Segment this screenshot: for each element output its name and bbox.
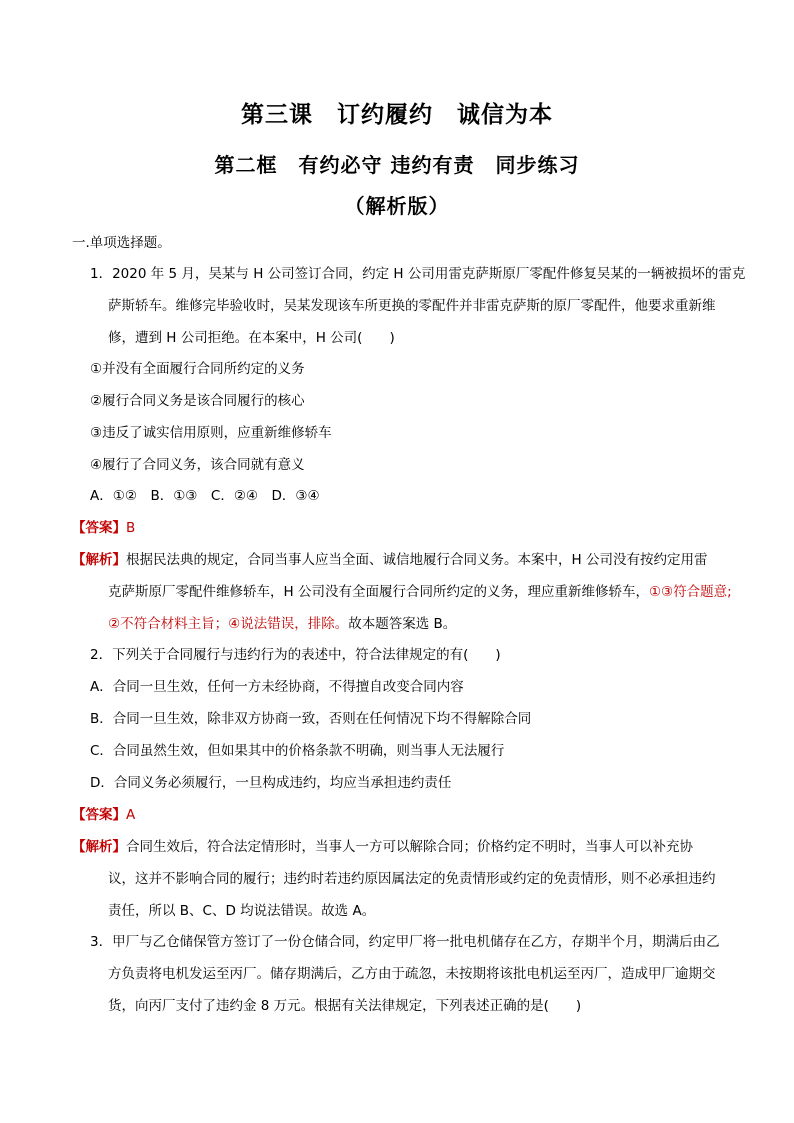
q2-option-c: C．合同虽然生效，但如果其中的价格条款不明确，则当事人无法履行 bbox=[90, 743, 505, 759]
analysis-label: 【解析】 bbox=[72, 839, 126, 855]
q1-analysis-line-2 bbox=[108, 582, 732, 602]
q1-option-4: ④履行了合同义务，该合同就有意义 bbox=[90, 457, 305, 473]
q2-stem: 2．下列关于合同履行与违约行为的表述中，符合法律规定的有( ) bbox=[90, 647, 501, 663]
q2-analysis-line-1 bbox=[72, 837, 693, 857]
q1-option-1: ①并没有全面履行合同所约定的义务 bbox=[90, 361, 305, 377]
q3-stem-line-1: 3．甲厂与乙仓储保管方签订了一份仓储合同，约定甲厂将一批电机储存在乙方，存期半个月，期满后由乙 bbox=[90, 934, 720, 950]
q2-answer bbox=[72, 805, 135, 825]
q3-stem-line-2: 方负责将电机发运至丙厂。储存期满后，乙方由于疏忽，未按期将该批电机运至丙厂，造成甲厂逾期交 bbox=[108, 966, 716, 982]
q1-answer bbox=[72, 518, 135, 538]
version-label: （解析版） bbox=[344, 194, 450, 218]
analysis-highlight: ①③符合题意; bbox=[648, 584, 732, 600]
analysis-text: 故本题答案选 B。 bbox=[348, 616, 457, 632]
answer-value: A bbox=[126, 807, 136, 823]
answer-value: B bbox=[126, 520, 136, 536]
q2-option-d: D．合同义务必须履行，一旦构成违约，均应当承担违约责任 bbox=[90, 775, 452, 791]
section-heading: 一.单项选择题。 bbox=[72, 235, 171, 251]
answer-label: 【答案】 bbox=[72, 520, 126, 536]
analysis-highlight: ②不符合材料主旨；④说法错误，排除。 bbox=[108, 616, 349, 632]
analysis-label: 【解析】 bbox=[72, 552, 126, 568]
analysis-text: 根据民法典的规定，合同当事人应当全面、诚信地履行合同义务。本案中，H 公司没有按约定用雷 bbox=[126, 552, 708, 568]
q2-analysis-line-3: 责任，所以 B、C、D 均说法错误。故选 A。 bbox=[108, 903, 376, 919]
page-title: 第三课 订约履约 诚信为本 bbox=[241, 101, 553, 128]
answer-label: 【答案】 bbox=[72, 807, 126, 823]
q1-option-3: ③违反了诚实信用原则，应重新维修轿车 bbox=[90, 425, 332, 441]
q2-option-b: B．合同一旦生效，除非双方协商一致，否则在任何情况下均不得解除合同 bbox=[90, 711, 532, 727]
q2-option-a: A．合同一旦生效，任何一方未经协商，不得擅自改变合同内容 bbox=[90, 679, 464, 695]
page-subtitle: 第二框 有约必守 违约有责 同步练习 bbox=[214, 153, 580, 177]
analysis-text: 克萨斯原厂零配件维修轿车，H 公司没有全面履行合同所约定的义务，理应重新维修轿车， bbox=[108, 584, 649, 600]
q1-option-2: ②履行合同义务是该合同履行的核心 bbox=[90, 393, 305, 409]
q3-stem-line-3: 货，向丙厂支付了违约金 8 万元。根据有关法律规定，下列表述正确的是( ) bbox=[108, 998, 582, 1014]
q1-stem-line-2: 萨斯轿车。维修完毕验收时，吴某发现该车所更换的零配件并非雷克萨斯的原厂零配件，他要求重新维 bbox=[108, 298, 716, 314]
q2-analysis-line-2: 议，这并不影响合同的履行；违约时若违约原因属法定的免责情形或约定的免责情形，则不必承担违约 bbox=[108, 871, 716, 887]
q1-analysis-line-1 bbox=[72, 550, 707, 570]
q1-analysis-line-3 bbox=[108, 614, 456, 634]
q1-stem-line-1: 1．2020 年 5 月，吴某与 H 公司签订合同，约定 H 公司用雷克萨斯原厂零配件修复吴某的一辆被损坏的雷克 bbox=[90, 266, 746, 282]
q1-choices: A．①② B．①③ C．②④ D．③④ bbox=[90, 488, 320, 504]
analysis-text: 合同生效后，符合法定情形时，当事人一方可以解除合同；价格约定不明时，当事人可以补充协 bbox=[126, 839, 693, 855]
q1-stem-line-3: 修，遭到 H 公司拒绝。在本案中，H 公司( ) bbox=[108, 330, 395, 346]
